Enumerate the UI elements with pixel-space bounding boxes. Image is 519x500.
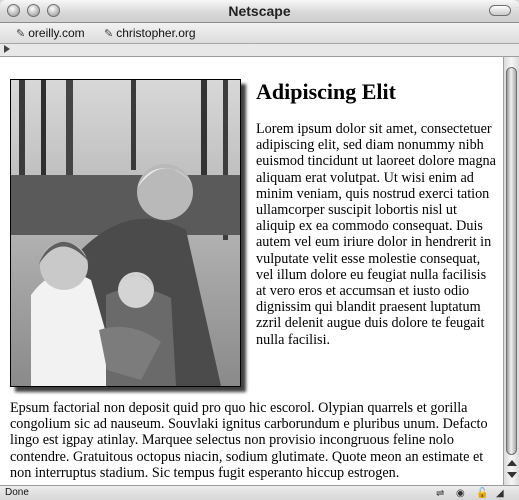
personal-toolbar [0,23,519,44]
bookmark-label: oreilly.com [28,26,85,40]
bookmark-label: christopher.org [116,26,196,40]
status-text: Done [5,487,29,498]
article-paragraph-1: Lorem ipsum dolor sit amet, consectetuer adipiscing elit, sed diam nonummy nibh euismod tincidunt ut laoreet dolore magna aliquam erat volutpat. Ut wisi enim ad minim veniam, quis nostrud exerci tation ullamcorper suscipit lobortis nisl ut aliquip ex ea commodo consequat. Duis autem vel eum iriure dolor in hendrerit in vulputate velit esse molestie consequat, vel illum dolore eu feugiat nulla facilisis at vero eros et accumsan et iusto odio dignissim qui blandit praesent luptatum zzril delenit augue duis dolore te feugait nulla facilisi. [256,121,496,348]
vertical-scrollbar[interactable] [503,57,519,485]
bookmark-christopher[interactable] [104,26,196,40]
page-content [0,57,503,485]
family-photo-image [11,80,240,386]
article-heading: Adipiscing Elit [256,79,396,104]
window-title: Netscape [228,3,291,19]
tab-bar [0,44,519,57]
paperclip-icon: ✎ [16,27,26,40]
security-eye-icon[interactable]: ◉ [456,488,465,499]
scrollbar-thumb[interactable] [506,67,517,455]
lock-icon[interactable]: 🔓 [476,488,489,499]
article-paragraph-2: Epsum factorial non deposit quid pro quo hic escorol. Olypian quarrels et gorilla congolium sic ad nauseum. Souvlaki ignitus carborundum e pluribus unum. Defacto lingo est igpay atinlay. Marquee selectus non provisio incongruous feline nolo contendre. Gratuitous octopus niacin, sodium glutimate. Quote meon an estimate et non interruptus stadium. Sic tempus fugit esperanto hiccup estrogen. [10,400,488,481]
title-bar[interactable] [0,0,519,23]
toolbar-toggle-button[interactable] [489,5,511,16]
scroll-up-arrow-icon[interactable] [507,460,517,466]
family-photo [10,79,241,387]
network-plug-icon[interactable]: ⇌ [436,488,445,499]
paperclip-icon: ✎ [104,27,114,40]
resize-grip-icon[interactable]: ◢ [496,488,504,499]
status-bar [0,485,519,500]
bookmark-oreilly[interactable] [16,26,85,40]
disclosure-triangle-icon[interactable] [4,45,10,53]
scroll-down-arrow-icon[interactable] [507,472,517,478]
